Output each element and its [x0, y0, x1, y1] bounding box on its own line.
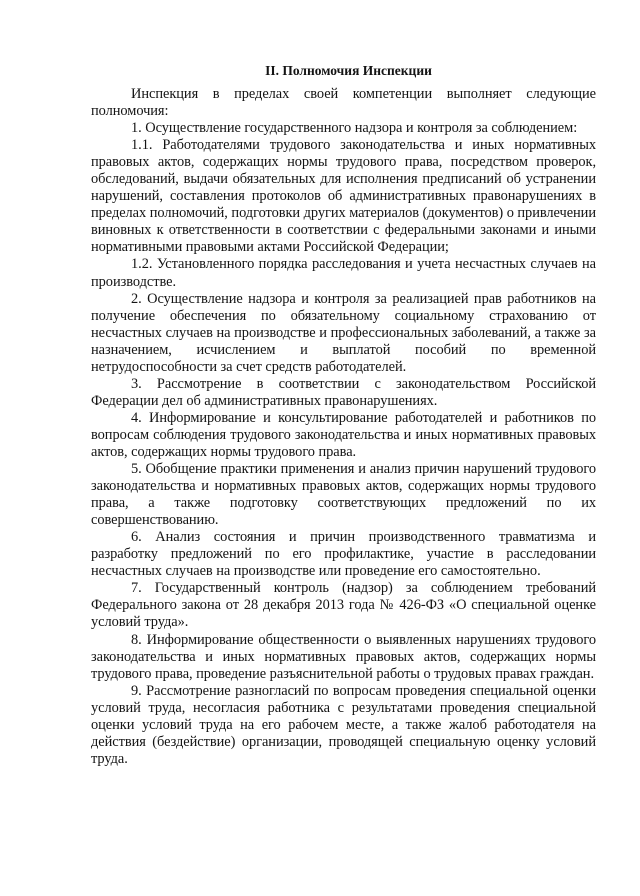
paragraph-5: 5. Обобщение практики применения и анализ причин нарушений трудового законодательства и нормативных правовых актов, содержащих нормы трудового права, а также подготовку соответствующих предложений по их совершенствованию. — [91, 461, 596, 529]
paragraph-1-2: 1.2. Установленного порядка расследования и учета несчастных случаев на производстве. — [91, 256, 596, 290]
paragraph-2: 2. Осуществление надзора и контроля за реализацией прав работников на получение обеспечения по обязательному социальному страхованию от несчастных случаев на производстве и профессиональных заболеваний, а также за назначением, исчислением и выплатой пособий по временной нетрудоспособности за счет средств работодателей. — [91, 290, 596, 375]
paragraph-4: 4. Информирование и консультирование работодателей и работников по вопросам соблюдения трудового законодательства и иных нормативных правовых актов, содержащих нормы трудового права. — [91, 409, 596, 460]
paragraph-8: 8. Информирование общественности о выявленных нарушениях трудового законодательства и иных нормативных правовых актов, содержащих нормы трудового права, проведение разъяснительной работы о трудовых правах граждан. — [91, 631, 596, 682]
paragraph-6: 6. Анализ состояния и причин производственного травматизма и разработку предложений по его профилактике, участие в расследовании несчастных случаев на производстве или проведение его самостоятельно. — [91, 529, 596, 580]
paragraph-1: 1. Осуществление государственного надзора и контроля за соблюдением: — [131, 120, 578, 137]
section-title: II. Полномочия Инспекции — [265, 63, 432, 78]
paragraph-intro: Инспекция в пределах своей компетенции выполняет следующие полномочия: — [91, 86, 596, 120]
paragraph-7: 7. Государственный контроль (надзор) за соблюдением требований Федерального закона от 28 декабря 2013 года № 426-ФЗ «О специальной оценке условий труда». — [91, 580, 596, 631]
paragraph-1-1: 1.1. Работодателями трудового законодательства и иных нормативных правовых актов, содержащих нормы трудового права, посредством проверок, обследований, выдачи обязательных для исполнения предписаний об устранении нарушений, составления протоколов об административных правонарушениях в пределах полномочий, подготовки других материалов (документов) о привлечении виновных к ответственности в соответствии с федеральными законами и иными нормативными правовыми актами Российской Федерации; — [91, 137, 596, 256]
paragraph-3: 3. Рассмотрение в соответствии с законодательством Российской Федерации дел об административных правонарушениях. — [91, 375, 596, 409]
paragraph-9: 9. Рассмотрение разногласий по вопросам проведения специальной оценки условий труда, несогласия работника с результатами проведения специальной оценки условий труда на его рабочем месте, а также жалоб работодателя на действия (бездействие) организации, проводящей специальную оценку условий труда. — [91, 682, 596, 767]
